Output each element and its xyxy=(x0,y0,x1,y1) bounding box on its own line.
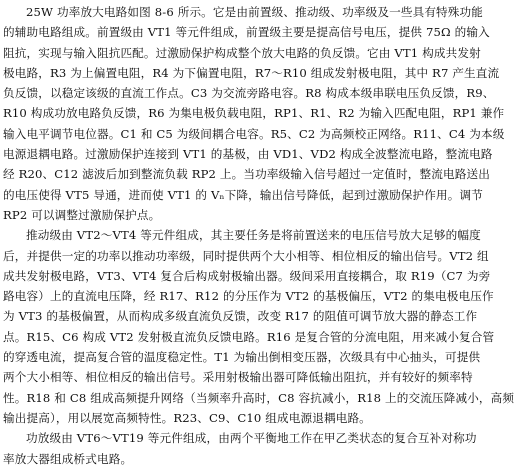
text-line: 率放大器组成桥式电路。 xyxy=(3,451,133,466)
text-line: 推动级由 VT2～VT4 等元件组成，其主要任务是将前置送来的电压信号放大足够的幅度 xyxy=(26,228,481,243)
text-line: 点。R15、C6 构成 VT2 发射极直流负反馈电路。R16 是复合管的分流电阻，用来减小复合管 xyxy=(3,329,495,344)
text-line: 功放级由 VT6～VT19 等元件组成，由两个平衡地工作在甲乙类状态的复合互补对称功 xyxy=(26,431,477,446)
text-line: 经 R20、C12 滤波后加到整流负载 RP2 上。当功率级输入信号超过一定值时，整流电路送出 xyxy=(3,167,490,182)
text-line: 为 VT3 的基极偏置，从而构成多级直流负反馈，改变 R17 的阻值可调节放大器的静态工作 xyxy=(3,309,478,324)
text-line: 的电压使得 VT5 导通，进而使 VT1 的 Vₙ下降，输出信号降低，起到过激励保护作用。调节 xyxy=(3,187,484,202)
text-line: 两个大小相等、相位相反的输出信号。采用射极输出器可降低输出阻抗，并有较好的频率特 xyxy=(3,370,473,385)
text-line: 25W 功率放大电路如图 8-6 所示。它是由前置级、推动级、功率级及一些具有特殊功能 xyxy=(26,5,484,19)
text-line: 输出提高），用以展宽高频特性。R23、C9、C10 组成电源退耦电路。 xyxy=(3,410,371,425)
text-line: 输入电平调节电位器。C1 和 C5 为级间耦合电容。R5、C2 为高频校正网络。R11、C4 为本级 xyxy=(3,126,505,141)
text-line: 的穿透电流，提高复合管的温度稳定性。T1 为输出倒相变压器，次级具有中心抽头，可提供 xyxy=(3,350,481,365)
text-line: 极电路，R3 为上偏置电阻，R4 为下偏置电阻，R7～R10 组成发射极电阻，其中 R7 产生直流 xyxy=(3,65,500,80)
text-line: 性。R18 和 C8 组成高频提升网络（当频率升高时，C8 容抗减小，R18 上的交流压降减小，高频 xyxy=(3,390,515,405)
text-line: 成共发射极电路，VT3、VT4 复合后构成射极输出器。级间采用直接耦合，取 R19（C7 为旁 xyxy=(3,268,491,283)
text-line: 后，并提供一定的功率以推动功率级，同时提供两个大小相等、相位相反的输出信号。VT2 组 xyxy=(3,248,489,263)
text-line: RP2 可以调整过激励保护点。 xyxy=(3,207,161,222)
document-page xyxy=(0,2,527,469)
text-line: 电源退耦电路。过激励保护连接到 VT1 的基极，由 VD1、VD2 构成全波整流电路，整流电路 xyxy=(3,147,493,162)
text-line: 阻抗，实现与输入阻抗匹配。过激励保护构成整个放大电路的负反馈。它由 VT1 构成共发射 xyxy=(3,45,481,60)
text-line: R10 构成功放电路负反馈，R6 为集电极负载电阻，RP1、R1、R2 为输入匹配电阻，RP1 兼作 xyxy=(3,106,505,121)
text-line: 路电容）上的直流电压降，经 R17、R12 的分压作为 VT2 的基极偏压，VT2 的集电极电压作 xyxy=(3,289,494,304)
text-line: 的辅助电路组成。前置级由 VT1 等元件组成，前置级主要是提高信号电压，提供 75Ω 的输入 xyxy=(3,25,490,40)
text-line: 负反馈，以稳定该级的直流工作点。C3 为交流旁路电容。R8 构成本级串联电压负反馈，R9、 xyxy=(3,86,495,101)
